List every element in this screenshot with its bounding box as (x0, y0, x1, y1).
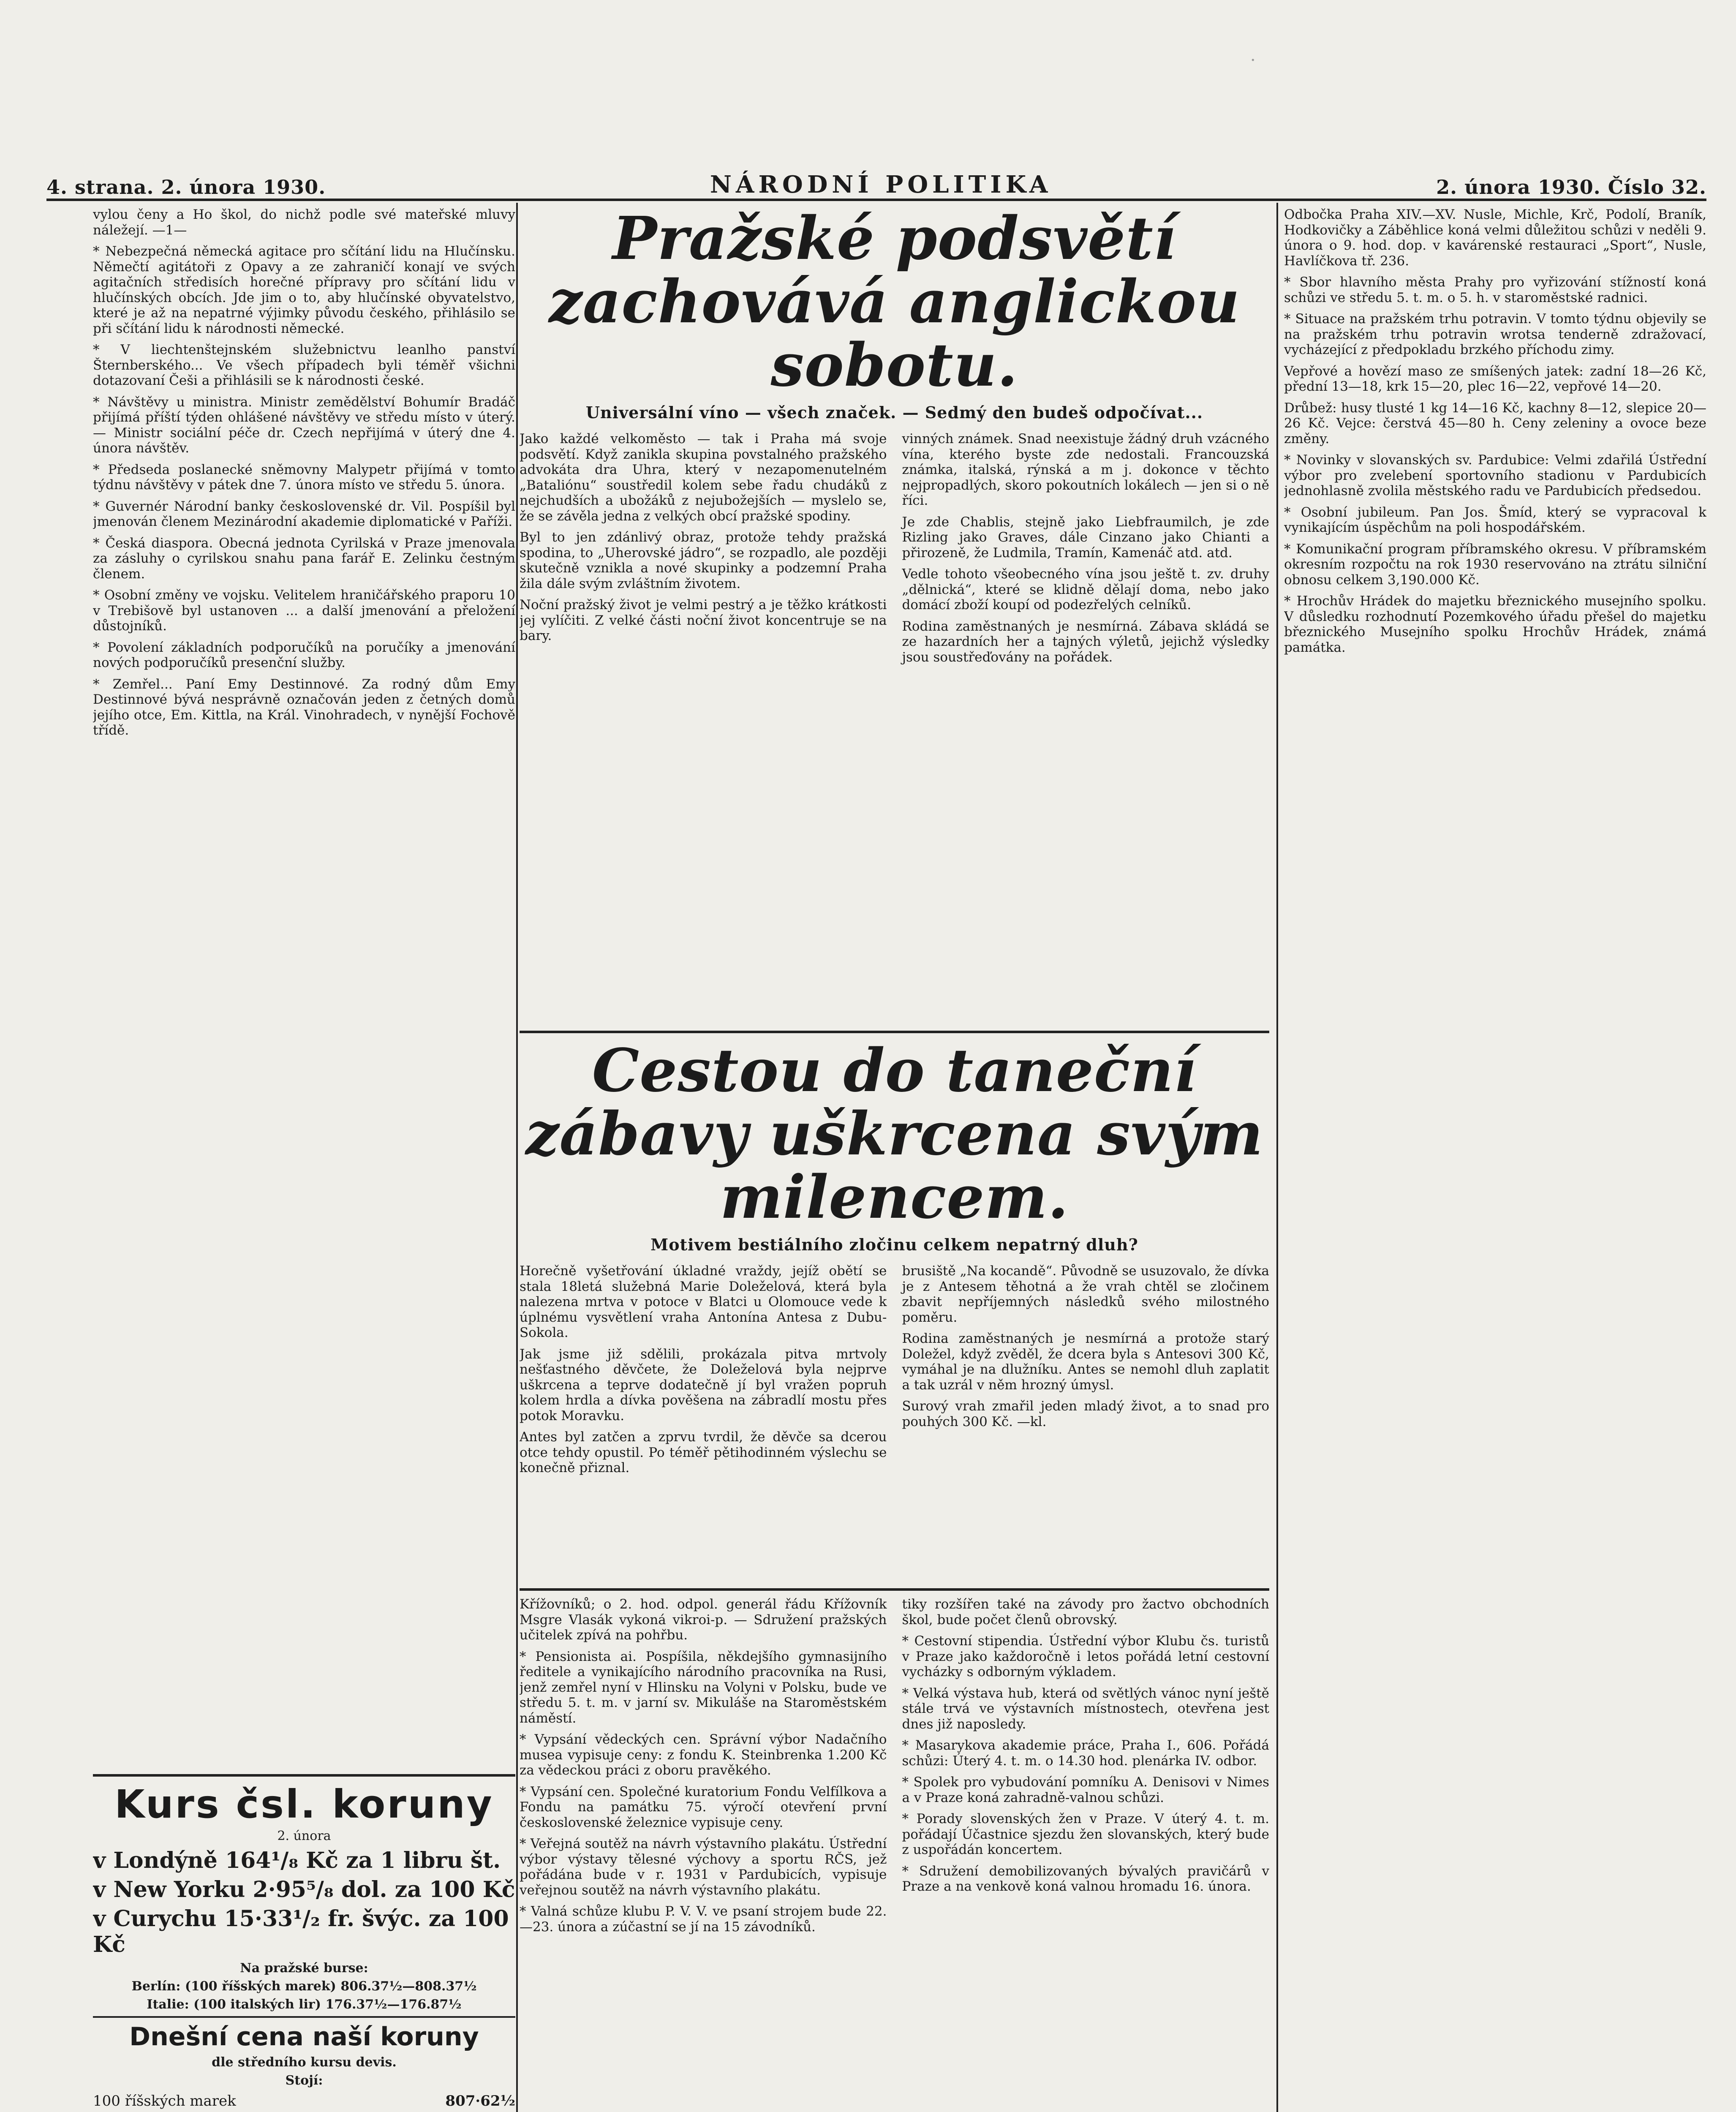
article-col-b (902, 1263, 1270, 1482)
subhead-podsveti: Universální víno — všech značek. — Sedmý den budeš odpočívat... (585, 403, 1203, 422)
headline-cestou: Cestou do taneční zábavy uškrcena svým milencem. (525, 1039, 1263, 1232)
article-paragraph: * Osobní změny ve vojsku. Velitelem hraničářského praporu 10 v Trebišově byl ustanoven ... a další jmenování a přeložení důstojníků. (93, 588, 515, 634)
article-paragraph: * Velká výstava hub, která od světlých vánoc nyní ještě stále trvá ve výstavních místnostech, otevřena jest dnes již naposledy. (902, 1685, 1269, 1732)
page-number: 4. strana. 2. února 1930. (46, 176, 326, 199)
article-paragraph: * Situace na pražském trhu potravin. V tomto týdnu objevily se na pražském trhu potravin wrotsa tenderně zdražovací, vycházející z předpokladu brzkého příchodu zimy. (1284, 311, 1706, 357)
article-paragraph: Jako každé velkoměsto — tak i Praha má svoje podsvětí. Když zanikla skupina povstalného pražského advokáta dra Uhra, který v nezapomenutelném „Bataliónu“ soustředil kolem sebe řadu chudáků z nejchudších a ubožáků z nejubožejších — myslelo se, že se závěla jedna z velkých obcí pražské spodiny. (520, 431, 887, 524)
article-paragraph: * Česká diaspora. Obecná jednota Cyrilská v Praze jmenovala za zásluhy o cyrilskou snahu pana farář E. Zelinku čestným členem. (93, 535, 515, 582)
article-paragraph: vinných známek. Snad neexistuje žádný druh vzácného vína, kterého byste zde nedostali. Francouzská známka, italská, rýnská a m j. dokonce v těchto nejpropadlých, skoro pokoutních lokálech — jen si o ně říci. (902, 431, 1269, 508)
article-paragraph: * Novinky v slovanských sv. Pardubice: Velmi zdařilá Ústřední výbor pro zvelebení sportovního stadionu v Pardubicích jednohlasně zvolila městského radu ve Pardubicích předsedou. (1284, 452, 1706, 498)
rate-berlin: Berlín: (100 říšských marek) 806.37½—808.37½ (131, 1979, 477, 1994)
article-paragraph: vylou čeny a Ho škol, do nichž podle své mateřské mluvy náležejí. —1— (93, 207, 515, 238)
article-paragraph: Odbočka Praha XIV.—XV. Nusle, Michle, Krč, Podolí, Braník, Hodkovičky a Záběhlice koná velmi důležitou schůzi v neděli 9. února o 9. hod. dop. v kavárenské restauraci „Sport“, Nusle, Havlíčkova tř. 236. (1284, 207, 1706, 269)
article-paragraph: * Spolek pro vybudování pomníku A. Denisovi v Nimes a v Praze koná zahradně-valnou schůzi. (902, 1775, 1269, 1805)
rate-value: 807·62½ (445, 2093, 515, 2109)
article-paragraph: Drůbež: husy tlusté 1 kg 14—16 Kč, kachny 8—12, slepice 20—26 Kč. Vejce: čerstvá 45—80 h. Ceny zeleniny a ovoce beze změny. (1284, 400, 1706, 446)
article-paragraph: * Osobní jubileum. Pan Jos. Šmíd, který se vypracoval k vynikajícím úspěchům na poli hospodářském. (1284, 504, 1706, 535)
headline-podsveti: Pražské podsvětí zachovává anglickou sobotu. (549, 207, 1240, 400)
article-paragraph: Rodina zaměstnaných je nesmírná. Zábava skládá se ze hazardních her a tajných výletů, jejichž výsledky jsou soustřeďovány na pořádek. (902, 618, 1269, 665)
column-rule (516, 203, 518, 2112)
daily-rate-sub: dle středního kursu devis. (212, 2055, 397, 2070)
rates-table (93, 2091, 515, 2112)
rate-zurich: v Curychu 15·33¹/₂ fr. švýc. za 100 Kč (93, 1906, 509, 1957)
article-paragraph: Vedle tohoto všeobecného vína jsou ještě t. zv. druhy „dělnická“, které se klidně dělají doma, nebo jako domácí zboží koupí od podezřelých celníků. (902, 566, 1269, 612)
center-top-article (520, 207, 1269, 1026)
masthead-title: NÁRODNÍ POLITIKA (710, 171, 1052, 199)
news-col-a (520, 1597, 887, 1941)
article-paragraph: * Hrochův Hrádek do majetku březnického musejního spolku. V důsledku rozhodnutí Pozemkového úřadu přešel do majetku březnického Musejního spolku Hrochův Hrádek, známá památka. (1284, 593, 1706, 655)
currency-title: Kurs čsl. koruny (114, 1782, 494, 1827)
article-paragraph: * Povolení základních podporučíků na poručíky a jmenování nových podporučíků presenční služby. (93, 640, 515, 670)
article-paragraph: * Guvernér Národní banky československé dr. Vil. Pospíšil byl jmenován členem Mezinárodní akademie diplomatické v Paříži. (93, 498, 515, 529)
article-paragraph: * Vypsání vědeckých cen. Správní výbor Nadačního musea vypisuje ceny: z fondu K. Steinbrenka 1.200 Kč za vědeckou práci z oboru pravěkého. (520, 1732, 887, 1778)
scan-mark: · (1250, 51, 1256, 70)
article-paragraph: * Valná schůze klubu P. V. V. ve psaní strojem bude 22.—23. února a zúčastní se jí na 15 závodníků. (520, 1904, 887, 1935)
article-paragraph: brusiště „Na kocandě“. Původně se usuzovalo, že dívka je z Antesem těhotná a že vrah chtěl se zločinem zbavit nepříjemných následků svého milostného poměru. (902, 1263, 1269, 1325)
daily-rate-title: Dnešní cena naší koruny (129, 2022, 479, 2052)
article-col-a (520, 1263, 887, 1482)
article-paragraph: * Sdružení demobilizovaných bývalých pravičárů v Praze a na venkově koná valnou hromadu 16. února. (902, 1863, 1269, 1894)
currency-date: 2. února (277, 1829, 331, 1843)
article-paragraph: Vepřové a hovězí maso ze smíšených jatek: zadní 18—26 Kč, přední 13—18, krk 15—20, plec 16—22, vepřové 14—20. (1284, 363, 1706, 394)
article-paragraph: Jak jsme již sdělili, prokázala pitva mrtvoly nešťastného děvčete, že Doleželová byla nejprve uškrcena a teprve dodatečně jí byl vražen popruh kolem hrdla a dívka pověšena na zábradlí mostu přes potok Moravku. (520, 1346, 887, 1423)
center-bottom-news (520, 1597, 1269, 2112)
center-mid-article (520, 1039, 1269, 1584)
article-paragraph: * Komunikační program příbramského okresu. V příbramském okresním rozpočtu na rok 1930 reservováno na ztrátu silniční obnosu celkem 3,190.000 Kč. (1284, 541, 1706, 588)
article-paragraph: * Nebezpečná německá agitace pro sčítání lidu na Hlučínsku. Němečtí agitátoři z Opavy a ze zahraničí konají ve svých agitačních středisích horečné přípravy pro sčítání lidu v hlučínských obcích. Jde jim o to, aby hlučínské obyvatelstvo, které je až na nepatrné výjimky původu českého, přihlásilo se při sčítání lidu k národnosti německé. (93, 244, 515, 336)
section-divider (520, 1031, 1269, 1033)
currency-rates-box (93, 1774, 515, 2112)
news-col-b (902, 1597, 1270, 1941)
page-header (46, 169, 1706, 201)
rate-label: 100 říšských marek (93, 2093, 236, 2109)
article-paragraph: * Veřejná soutěž na návrh výstavního plakátu. Ústřední výbor výstavy tělesné výchovy a sportu RČS, jež pořádána bude v r. 1931 v Pardubicích, vypisuje veřejnou soutěž na návrh výstavního plakátu. (520, 1836, 887, 1898)
article-paragraph: * Zemřel... Paní Emy Destinnové. Za rodný dům Emy Destinnové bývá nesprávně označován jeden z četných domů jejího otce, Em. Kittla, na Král. Vinohradech, v nynější Fochově třídě. (93, 676, 515, 738)
article-paragraph: Křížovníků; o 2. hod. odpol. generál řádu Křížovník Msgre Vlasák vykoná vikroi-p. — Sdružení pražských učitelek zpívá na pohřbu. (520, 1597, 887, 1643)
article-paragraph: * Návštěvy u ministra. Ministr zemědělství Bohumír Bradáč přijímá příští týden ohlášené návštěvy ve středu místo v úterý. — Ministr sociální péče dr. Czech nepřijímá v úterý dne 4. února návštěv. (93, 394, 515, 456)
article-paragraph: * Pensionista ai. Pospíšila, někdejšího gymnasijního ředitele a vynikajícího národního pracovníka na Rusi, jenž zemřel nyní v Hlinsku na Volyni v Polsku, bude ve středu 5. t. m. v jarní sv. Mikuláše na Staroměstském náměstí. (520, 1649, 887, 1726)
stoji-label: Stojí: (285, 2073, 323, 2088)
rate-row (93, 2091, 515, 2111)
column-rule (1276, 203, 1278, 2112)
article-paragraph: * Masarykova akademie práce, Praha I., 606. Pořádá schůzi: Úterý 4. t. m. o 14.30 hod. plenárka IV. odbor. (902, 1738, 1269, 1769)
article-paragraph: * Porady slovenských žen v Praze. V úterý 4. t. m. pořádají Účastnice sjezdu žen slovanských, který bude z uspořádán koncertem. (902, 1811, 1269, 1857)
section-divider (520, 1588, 1269, 1591)
article-paragraph: Byl to jen zdánlivý obraz, protože tehdy pražská spodina, to „Uherovské jádro“, se rozpadlo, ale později skutečně vznikla a nové skupinky a podzemní Praha žila dále svým zvláštním životem. (520, 530, 887, 591)
article-paragraph: tiky rozšířen také na závody pro žactvo obchodních škol, bude počet členů obrovský. (902, 1597, 1269, 1628)
bourse-label: Na pražské burse: (240, 1961, 368, 1976)
rate-london: v Londýně 164¹/₈ Kč za 1 libru št. (93, 1848, 501, 1873)
article-paragraph: Je zde Chablis, stejně jako Liebfraumilch, je zde Rizling jako Graves, dále Cinzano jako Chianti a přirozeně, že Ludmila, Tramín, Kamenáč atd. atd. (902, 514, 1269, 561)
article-paragraph: * Předseda poslanecké sněmovny Malypetr přijímá v tomto týdnu návštěvy v pátek dne 7. února místo ve středu 5. února. (93, 462, 515, 493)
article-paragraph: Antes byl zatčen a zprvu tvrdil, že děvče sa dcerou otce tehdy opustil. Po téměř pětihodinném výslechu se konečně přiznal. (520, 1429, 887, 1475)
right-column (1284, 207, 1706, 2112)
article-paragraph: Noční pražský život je velmi pestrý a je těžko krátkosti jej vylíčiti. Z velké části noční život koncentruje se na bary. (520, 597, 887, 643)
box-divider (93, 2016, 515, 2018)
article-paragraph: * Cestovní stipendia. Ústřední výbor Klubu čs. turistů v Praze jako každoročně i letos pořádá letní cestovní vycházky s odborným výkladem. (902, 1633, 1269, 1679)
rate-italy: Italie: (100 italských lir) 176.37½—176.87½ (147, 1997, 462, 2012)
article-paragraph: Rodina zaměstnaných je nesmírná a protože starý Doležel, když zvěděl, že dcera byla s Antesovi 300 Kč, vymáhal je na dlužníku. Antes se nemohl dluh zaplatit a tak uzrál v něm hrozný úmysl. (902, 1331, 1269, 1393)
article-paragraph: Horečně vyšetřování úkladné vraždy, jejíž obětí se stala 18letá služebná Marie Doleželová, která byla nalezena mrtva v potoce v Blatci u Olomouce vede k úplnému vysvětlení vrahа Antonína Antesa z Dubu-Sokola. (520, 1263, 887, 1340)
rate-newyork: v New Yorku 2·95⁵/₈ dol. za 100 Kč (93, 1877, 515, 1902)
article-paragraph: * Vypsání cen. Společné kuratorium Fondu Velfílkova a Fondu na památku 75. výročí otevření první československé železnice vypisuje ceny. (520, 1784, 887, 1830)
article-paragraph: Surový vrah zmařil jeden mladý život, a to snad pro pouhých 300 Kč. —kl. (902, 1399, 1269, 1429)
article-paragraph: * V liechtenštejnském služebnictvu leanlho panství Šternberského... Ve všech případech byli téměř všichni dotazovaní Češi a přihlásili se k národnosti české. (93, 342, 515, 388)
article-paragraph: * Sbor hlavního města Prahy pro vyřizování stížností koná schůzi ve středu 5. t. m. o 5. h. v staroměstské radnici. (1284, 275, 1706, 305)
subhead-cestou: Motivem bestiálního zločinu celkem nepatrný dluh? (650, 1235, 1138, 1254)
article-col-a (520, 431, 887, 671)
issue-date: 2. února 1930. Číslo 32. (1436, 176, 1706, 199)
article-col-b (902, 431, 1270, 671)
